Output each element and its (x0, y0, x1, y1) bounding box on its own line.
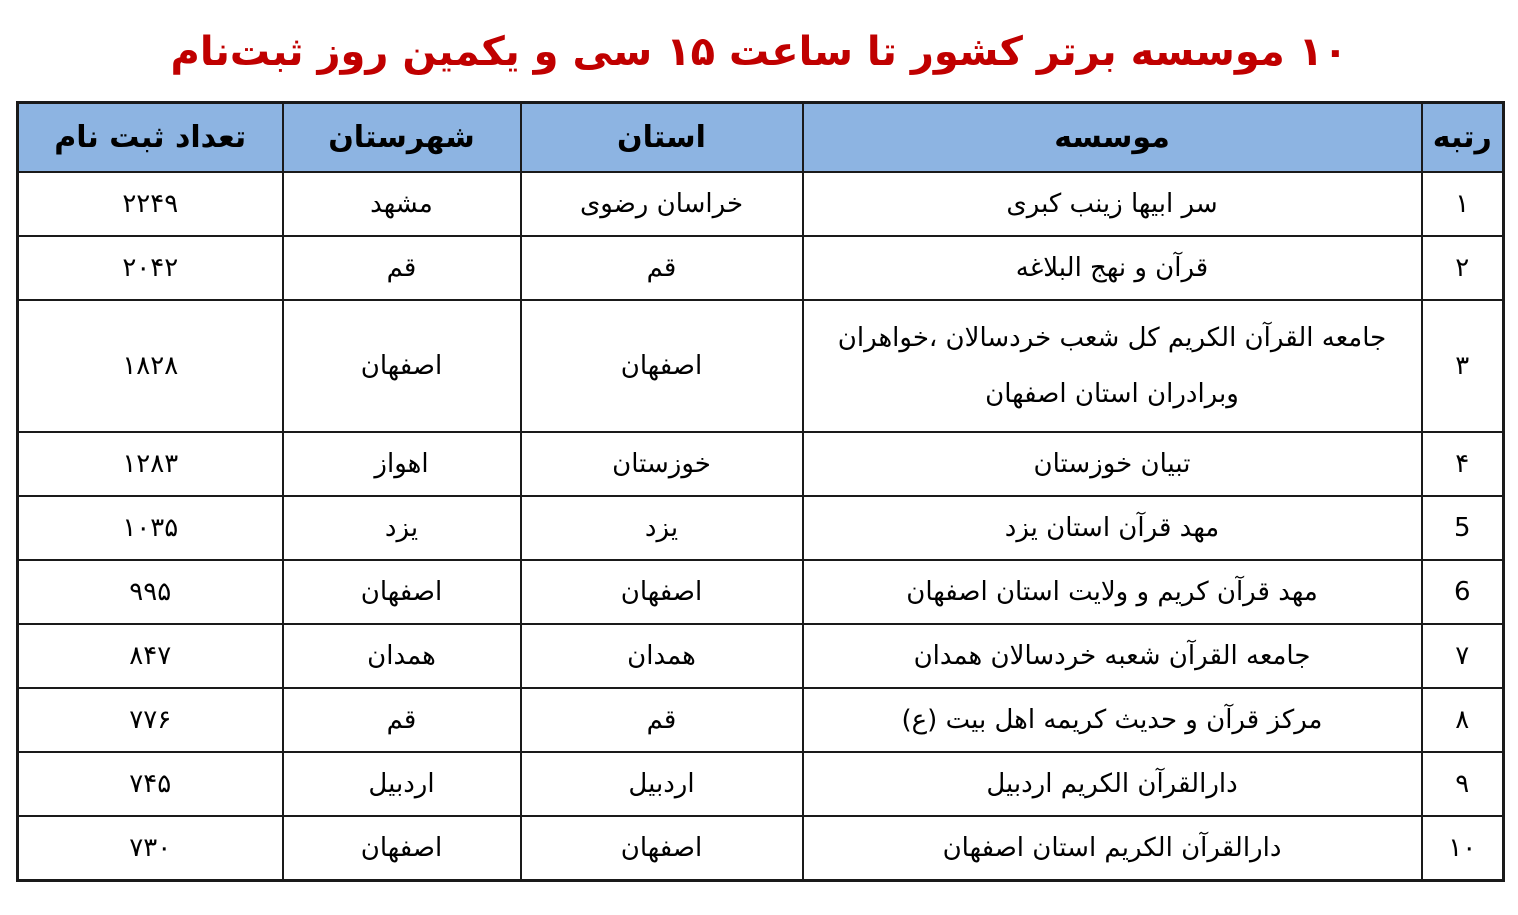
province-cell: اصفهان (521, 560, 803, 624)
province-cell: همدان (521, 624, 803, 688)
city-cell: اصفهان (283, 816, 521, 881)
institute-cell: قرآن و نهج البلاغه (803, 236, 1422, 300)
rank-cell: ۷ (1422, 624, 1504, 688)
province-cell: قم (521, 688, 803, 752)
institute-cell: دارالقرآن الکریم استان اصفهان (803, 816, 1422, 881)
count-cell: ۱۲۸۳ (18, 432, 283, 496)
count-cell: ۷۳۰ (18, 816, 283, 881)
institute-cell: مرکز قرآن و حدیث کریمه اهل بیت (ع) (803, 688, 1422, 752)
count-cell: ۱۰۳۵ (18, 496, 283, 560)
province-cell: یزد (521, 496, 803, 560)
city-cell: اهواز (283, 432, 521, 496)
table-row (18, 432, 1504, 496)
table-row (18, 816, 1504, 881)
ranking-table (16, 101, 1505, 882)
institute-cell: جامعه القرآن شعبه خردسالان همدان (803, 624, 1422, 688)
table-row (18, 752, 1504, 816)
rank-cell: 5 (1422, 496, 1504, 560)
city-cell: همدان (283, 624, 521, 688)
table-row (18, 300, 1504, 432)
rank-cell: ۱ (1422, 172, 1504, 236)
province-cell: قم (521, 236, 803, 300)
count-cell: ۸۴۷ (18, 624, 283, 688)
province-cell: اصفهان (521, 816, 803, 881)
institute-cell: دارالقرآن الکریم اردبیل (803, 752, 1422, 816)
table-row (18, 496, 1504, 560)
institute-cell: مهد قرآن کریم و ولایت استان اصفهان (803, 560, 1422, 624)
header-rank: رتبه (1422, 103, 1504, 173)
institute-cell: مهد قرآن استان یزد (803, 496, 1422, 560)
table-row (18, 236, 1504, 300)
city-cell: اصفهان (283, 300, 521, 432)
header-count: تعداد ثبت نام (18, 103, 283, 173)
province-cell: خراسان رضوی (521, 172, 803, 236)
count-cell: ۲۰۴۲ (18, 236, 283, 300)
city-cell: قم (283, 236, 521, 300)
province-cell: اردبیل (521, 752, 803, 816)
institute-cell: تبیان خوزستان (803, 432, 1422, 496)
province-cell: خوزستان (521, 432, 803, 496)
header-city: شهرستان (283, 103, 521, 173)
city-cell: اردبیل (283, 752, 521, 816)
city-cell: اصفهان (283, 560, 521, 624)
rank-cell: ۹ (1422, 752, 1504, 816)
rank-cell: ۳ (1422, 300, 1504, 432)
city-cell: قم (283, 688, 521, 752)
city-cell: یزد (283, 496, 521, 560)
institute-cell: جامعه القرآن الکریم کل شعب خردسالان ،خواهران وبرادران استان اصفهان (803, 300, 1422, 432)
page-title: ۱۰ موسسه برتر کشور تا ساعت ۱۵ سی و یکمین روز ثبت‌نام (170, 29, 1348, 75)
rank-cell: ۱۰ (1422, 816, 1504, 881)
city-cell: مشهد (283, 172, 521, 236)
header-province: استان (521, 103, 803, 173)
table-row (18, 560, 1504, 624)
table-row (18, 172, 1504, 236)
count-cell: ۷۷۶ (18, 688, 283, 752)
rank-cell: 6 (1422, 560, 1504, 624)
count-cell: ۱۸۲۸ (18, 300, 283, 432)
count-cell: ۹۹۵ (18, 560, 283, 624)
table-row (18, 624, 1504, 688)
institute-cell: سر ابیها زینب کبری (803, 172, 1422, 236)
table-header-row (18, 103, 1504, 173)
header-institute: موسسه (803, 103, 1422, 173)
table-row (18, 688, 1504, 752)
count-cell: ۷۴۵ (18, 752, 283, 816)
province-cell: اصفهان (521, 300, 803, 432)
rank-cell: ۲ (1422, 236, 1504, 300)
count-cell: ۲۲۴۹ (18, 172, 283, 236)
rank-cell: ۴ (1422, 432, 1504, 496)
rank-cell: ۸ (1422, 688, 1504, 752)
